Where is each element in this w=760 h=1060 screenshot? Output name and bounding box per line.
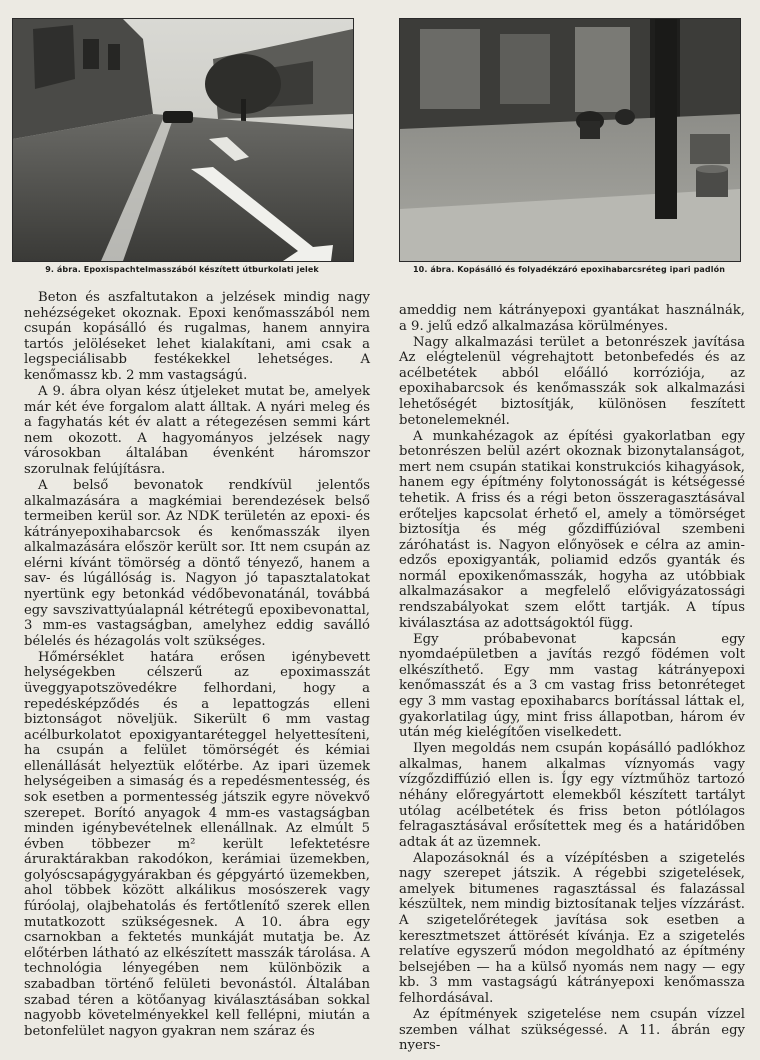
paragraph: Hőmérséklet határa erősen igénybevett helységekben célszerű az epoximasszát üveggyapotszövedékre felhordani, hogy a repedésképződés és a lepattogzás elleni biztonságot növeljük. Sikerült 6 mm vastag acélburkolatot epoxigyantaréteggel helyettesíteni, ha csupán a felület tömörségét és kémiai ellenállását helyeztük előtérbe. Az ipari üzemek helységeiben a simaság és a repedésmentesség, és sok esetben a pormentesség játszik egyre növekvő szerepet. Borító anyagok 4 mm-es vastagságban minden igénybevételnek ellenállnak. Az elmúlt 5 évben többezer m² került lefektetésre áruraktárakban rakodókon, kerámiai üzemekben, golyóscsapágygyárakban és gépgyártó üzemekben, ahol többek között alkálikus mosószerek vagy fúróolaj, olajbehatolás és fertőtlenítő szerek ellen mutatkozott szükségesnek. A 10. ábra egy csarnokban a fektetés munkáját mutatja be. Az előtérben látható az elkészített masszák tárolása. A technológia lényegében nem különbözik a szabadban történő felületi bevonástól. Általában szabad téren a kötőanyag kiválasztásában sokkal nagyobb követelményekkel kell fellépni, miután a betonfelület nagyon gyakran nem száraz és: [24, 649, 370, 1039]
figure-9-caption: 9. ábra. Epoxispachtelmasszából készített útburkolati jelek: [45, 265, 319, 274]
paragraph-continued: ameddig nem kátrányepoxi gyantákat használnák, a 9. jelű edző alkalmazása körülményes.: [399, 303, 745, 334]
paragraph: A 9. ábra olyan kész útjeleket mutat be, amelyek már két éve forgalom alatt álltak. A nyári meleg és a fagyhatás két év alatt a rétegezésen semmi kárt nem okozott. A hagyományos jelzések nagy városokban általában évenként háromszor szorulnak felújításra.: [24, 383, 370, 477]
paragraph: Beton és aszfaltutakon a jelzések mindig nagy nehézségeket okoznak. Epoxi kenőmasszából nem csupán kopásálló és rugalmas, hanem annyira tartós jelöléseket lehet kialakítani, ami csak a legspeciálisabb festékekkel lehetséges. A kenőmassz kb. 2 mm vastagságú.: [24, 290, 370, 383]
figure-10-caption: 10. ábra. Kopásálló és folyadékzáró epoxihabarcsréteg ipari padlón: [413, 265, 725, 274]
paragraph: A belső bevonatok rendkívül jelentős alkalmazására a magkémiai berendezések belső termeiben kerül sor. Az NDK területén az epoxi- és kátrányepoxihabarcsok és kenőmasszák ilyen alkalmazására először került sor. Itt nem csupán az elérni kívánt tömörség a döntő tényező, hanem a sav- és lúgállóság is. Nagyon jó tapasztalatokat nyertünk egy betonkád védőbevonatánál, továbbá egy savszivattyúalapnál kétrétegű epoxibevonattal, 3 mm-es vastagságban, amelyhez eddig saválló bélelés és hézagolás volt szükséges.: [24, 477, 370, 649]
paragraph: Az építmények szigetelése nem csupán vízzel szemben válhat szükségessé. A 11. ábrán egy nyers-: [399, 1007, 745, 1054]
paragraph: Egy próbabevonat kapcsán egy nyomdaépületben a javítás rezgő födémen volt elkészíthető. Egy mm vastag kátrányepoxi kenőmasszát és a 3 cm vastag friss betonréteget egy 3 mm vastag epoxihabarcs borítással láttak el, gyakorlatilag úgy, mint friss állapotban, három év után még kielégítően viselkedett.: [399, 631, 745, 741]
figure-9-photo: [12, 18, 354, 262]
paragraph: Ilyen megoldás nem csupán kopásálló padlókhoz alkalmas, hanem alkalmas víznyomás vagy vízgőzdiffúzió ellen is. Így egy víztműhöz tartozó néhány előregyártott elemekből készített tartályt utólag acélbetétek és friss beton pótlólagos felragasztásával erősítettek meg és a határidőben adtak át az üzemnek.: [399, 741, 745, 850]
figure-10-photo: [399, 18, 741, 262]
paragraph: A munkahézagok az építési gyakorlatban egy betonrészen belül azért okoznak bizonytalanságot, mert nem csupán statikai konstrukciós kihagyások, hanem egy építmény folytonosságát is kétségessé tehetik. A friss és a régi beton összeragasztásával erőteljes kapcsolat érhető el, amely a tömörséget biztosítja és még gőzdiffúzióval szembeni záróhatást is. Nagyon előnyösek e célra az amin-edzős epoxigyanták, poliamid edzős gyanták és normál epoxikenőmasszák, hogyha az utóbbiak alkalmazásakor a megfelelő elővigyázatossági rendszabályokat szem előtt tartják. A típus kiválasztása az adottságoktól függ.: [399, 428, 745, 631]
left-column: [24, 290, 370, 1040]
road-marking-photo: [13, 19, 353, 261]
paragraph: Nagy alkalmazási terület a betonrészek javítása Az elégtelenül végrehajtott betonbefedés és az acélbetétek abból előálló korróziója, az epoxihabarcsok és kenőmasszák sok alkalmazási lehetőségét biztosítják, különösen feszített betonelemeknél.: [399, 334, 745, 428]
paragraph: Alapozásoknál és a vízépítésben a szigetelés nagy szerepet játszik. A régebbi szigetelések, amelyek bitumenes ragasztással és falazással készültek, nem mindig biztosítanak teljes vízzárást. A szigetelőrétegek javítása sok esetben a keresztmetszet áttörését kívánja. Ez a szigetelés relatíve egyszerű módon megoldható az építmény belsejében — ha a külső nyomás nem nagy — egy kb. 3 mm vastagságú kátrányepoxi kenőmassza felhordásával.: [399, 850, 745, 1006]
factory-floor-photo: [400, 19, 740, 261]
right-column: [399, 303, 745, 1054]
